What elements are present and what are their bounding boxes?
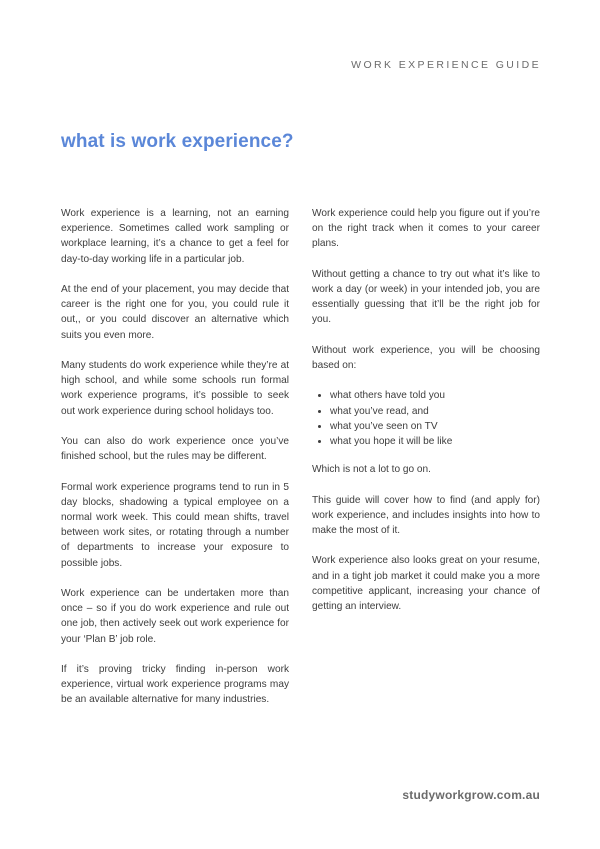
paragraph: Without work experience, you will be choosing based on: <box>312 344 540 371</box>
list-item: • what you’ve seen on TV <box>330 419 540 434</box>
paragraph: You can also do work experience once you’ve finished school, but the rules may be different. <box>61 436 289 463</box>
paragraph: Formal work experience programs tend to run in 5 day blocks, shadowing a typical employee on a normal work week. This could mean shifts, travel between work sites, or rotating through a number of departments to increase your exposure to possible jobs. <box>61 481 289 569</box>
paragraph: At the end of your placement, you may decide that career is the right one for you, you could rule it out,, or you could discover an alternative which suits you even more. <box>61 284 289 341</box>
page-title: what is work experience? <box>61 131 294 152</box>
paragraph: Work experience could help you figure out if you’re on the right track when it comes to your career plans. <box>312 208 540 250</box>
list-item: • what you’ve read, and <box>330 404 540 419</box>
paragraph: If it’s proving tricky finding in-person work experience, virtual work experience programs may be an available alternative for many industries. <box>61 664 289 706</box>
paragraph: This guide will cover how to find (and apply for) work experience, and includes insights into how to make the most of it. <box>312 494 540 536</box>
paragraph: Without getting a chance to try out what it’s like to work a day (or week) in your intended job, you are essentially guessing that it’ll be the right job for you. <box>312 268 540 326</box>
right-column <box>312 206 540 629</box>
list-item: • what you hope it will be like <box>330 434 540 449</box>
left-column <box>61 206 289 723</box>
paragraph: Which is not a lot to go on. <box>312 464 431 476</box>
paragraph: Work experience also looks great on your resume, and in a tight job market it could make you a more competitive applicant, increasing your chance of getting an interview. <box>312 555 540 612</box>
page-header: WORK EXPERIENCE GUIDE <box>351 59 541 71</box>
paragraph: Work experience is a learning, not an earning experience. Sometimes called work sampling or workplace learning, it’s a chance to get a feel for day-to-day working life in a particular job. <box>61 208 289 265</box>
bullet-list <box>312 388 540 449</box>
footer-url: studyworkgrow.com.au <box>402 788 540 802</box>
paragraph: Work experience can be undertaken more than once – so if you do work experience and rule out one job, then actively seek out work experience for your ‘Plan B’ job role. <box>61 588 289 645</box>
paragraph: Many students do work experience while they’re at high school, and while some schools run formal work experience programs, it’s possible to seek out work experience during school holidays too. <box>61 360 289 417</box>
list-item: • what others have told you <box>330 388 540 403</box>
